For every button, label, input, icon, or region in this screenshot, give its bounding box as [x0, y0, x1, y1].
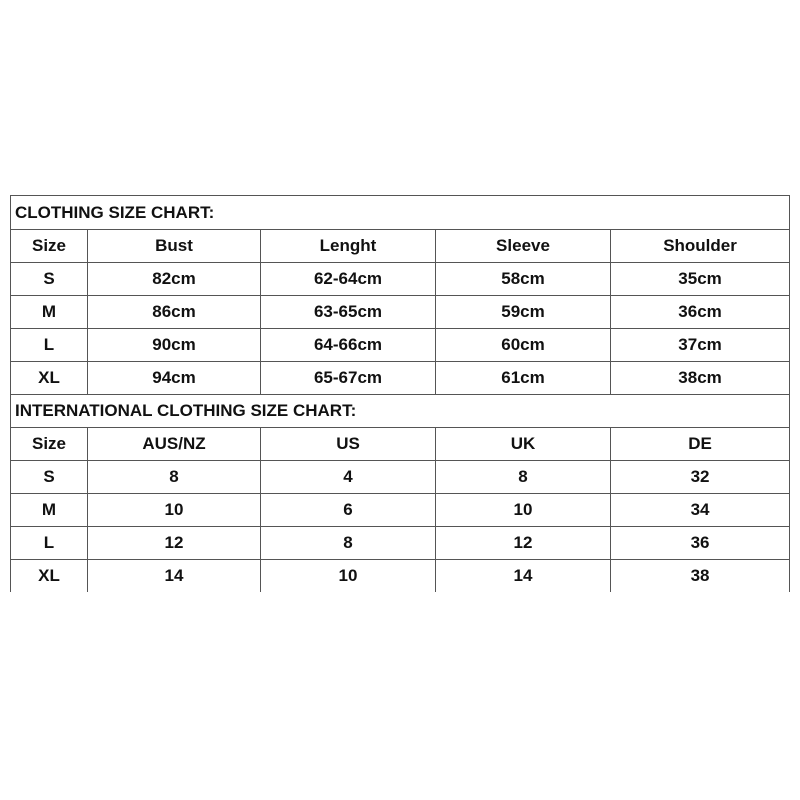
table-cell: 58cm — [436, 263, 611, 296]
table-row — [11, 263, 790, 296]
table-cell: 94cm — [88, 362, 261, 395]
column-header: UK — [436, 428, 611, 461]
table-cell: 36cm — [611, 296, 790, 329]
table-cell: M — [11, 494, 88, 527]
clothing-size-chart-title-row — [11, 196, 790, 230]
table-row — [11, 494, 790, 527]
table-cell: 64-66cm — [261, 329, 436, 362]
table-row — [11, 362, 790, 395]
clothing-header-row — [11, 230, 790, 263]
table-cell: S — [11, 263, 88, 296]
table-cell: 63-65cm — [261, 296, 436, 329]
table-cell: 36 — [611, 527, 790, 560]
table-cell: 14 — [88, 560, 261, 593]
column-header: Bust — [88, 230, 261, 263]
size-chart-table — [10, 195, 790, 592]
table-cell: 38 — [611, 560, 790, 593]
column-header: DE — [611, 428, 790, 461]
table-cell: 10 — [436, 494, 611, 527]
table-cell: 86cm — [88, 296, 261, 329]
table-cell: 8 — [261, 527, 436, 560]
table-cell: 62-64cm — [261, 263, 436, 296]
table-cell: 12 — [88, 527, 261, 560]
column-header: Lenght — [261, 230, 436, 263]
column-header: AUS/NZ — [88, 428, 261, 461]
column-header: Size — [11, 428, 88, 461]
table-cell: 8 — [88, 461, 261, 494]
international-size-chart-title: INTERNATIONAL CLOTHING SIZE CHART: — [11, 395, 790, 428]
column-header: US — [261, 428, 436, 461]
table-cell: 60cm — [436, 329, 611, 362]
table-cell: L — [11, 527, 88, 560]
table-cell: 37cm — [611, 329, 790, 362]
table-cell: XL — [11, 560, 88, 593]
table-row — [11, 296, 790, 329]
table-row — [11, 329, 790, 362]
column-header: Shoulder — [611, 230, 790, 263]
table-row — [11, 527, 790, 560]
table-cell: 34 — [611, 494, 790, 527]
international-size-chart-title-row — [11, 395, 790, 428]
table-cell: 6 — [261, 494, 436, 527]
table-cell: 12 — [436, 527, 611, 560]
clothing-size-chart-title: CLOTHING SIZE CHART: — [11, 196, 790, 230]
table-cell: 90cm — [88, 329, 261, 362]
table-cell: 8 — [436, 461, 611, 494]
table-cell: 82cm — [88, 263, 261, 296]
table-cell: 61cm — [436, 362, 611, 395]
table-cell: L — [11, 329, 88, 362]
table-cell: XL — [11, 362, 88, 395]
table-cell: 10 — [88, 494, 261, 527]
column-header: Size — [11, 230, 88, 263]
table-cell: 10 — [261, 560, 436, 593]
international-header-row — [11, 428, 790, 461]
table-cell: 32 — [611, 461, 790, 494]
table-cell: 38cm — [611, 362, 790, 395]
column-header: Sleeve — [436, 230, 611, 263]
table-cell: M — [11, 296, 88, 329]
table-cell: 59cm — [436, 296, 611, 329]
table-cell: 35cm — [611, 263, 790, 296]
table-cell: 65-67cm — [261, 362, 436, 395]
table-row — [11, 560, 790, 593]
table-cell: 4 — [261, 461, 436, 494]
table-cell: S — [11, 461, 88, 494]
table-row — [11, 461, 790, 494]
table-cell: 14 — [436, 560, 611, 593]
